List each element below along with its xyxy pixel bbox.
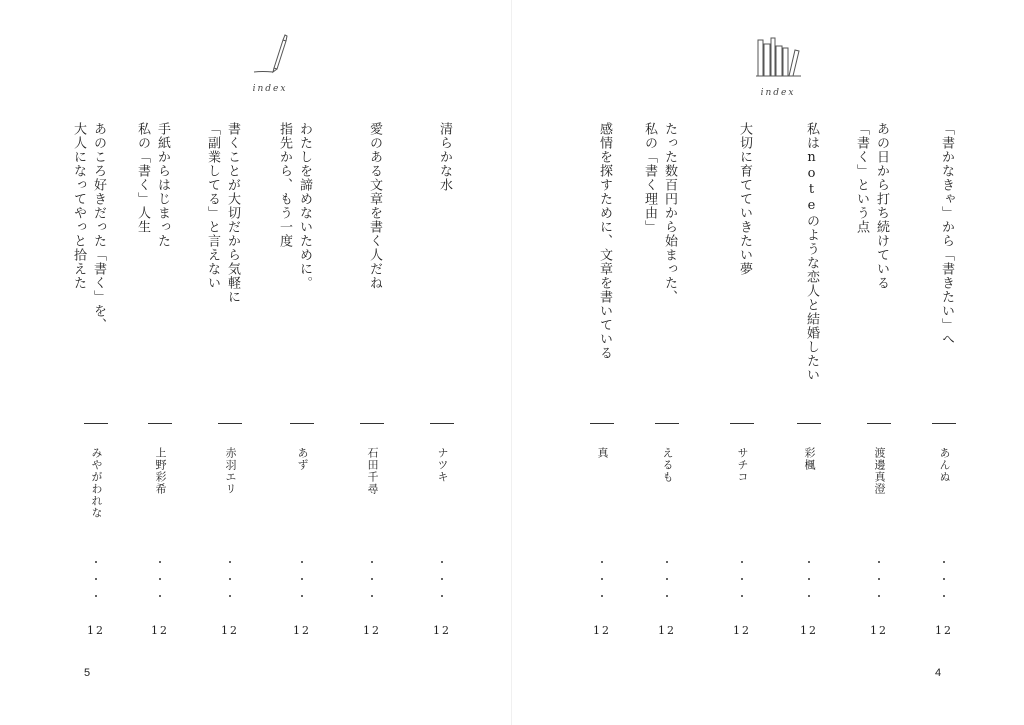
- toc-entry-title: 清らかな水: [437, 122, 452, 192]
- toc-entry-leader-dots: [229, 561, 231, 601]
- toc-entry-leader-dots: [441, 561, 443, 601]
- toc-entry-rule: [730, 423, 754, 424]
- page-number: 4: [935, 667, 942, 679]
- toc-entry-page: 12: [151, 624, 169, 637]
- toc-entry-leader-dots: [301, 561, 303, 601]
- toc-entry-leader-dots: [666, 561, 668, 601]
- books-icon: [755, 36, 803, 78]
- toc-entry-leader-dots: [601, 561, 603, 601]
- toc-entry-rule: [797, 423, 821, 424]
- toc-entry-rule: [932, 423, 956, 424]
- toc-entry-page: 12: [658, 624, 676, 637]
- toc-entry-rule: [655, 423, 679, 424]
- toc-entry-page: 12: [87, 624, 105, 637]
- toc-entry-title: たった数百円から始まった、 私の「書く理由」: [642, 122, 677, 304]
- toc-entry-leader-dots: [741, 561, 743, 601]
- toc-entry[interactable]: [854, 0, 891, 725]
- toc-entry[interactable]: [135, 0, 172, 725]
- toc-entry-leader-dots: [159, 561, 161, 601]
- page-number: 5: [84, 667, 91, 679]
- toc-entry-author: 上野彩希: [154, 447, 167, 495]
- toc-entry-rule: [590, 423, 614, 424]
- toc-entry-title: あのころ好きだった「書く」を、 大人になってやっと拾えた: [71, 122, 106, 332]
- right-page: [512, 0, 1024, 725]
- toc-entry-author: えるも: [661, 447, 674, 483]
- toc-entry-title: 「書かなきゃ」から「書きたい」へ: [939, 122, 954, 346]
- toc-entry-page: 12: [733, 624, 751, 637]
- toc-entry-rule: [867, 423, 891, 424]
- toc-entry-title: 愛のある文章を書く人だね: [367, 122, 382, 290]
- toc-entry-page: 12: [800, 624, 818, 637]
- toc-entry-page: 12: [433, 624, 451, 637]
- toc-entry-rule: [290, 423, 314, 424]
- toc-entry[interactable]: [430, 0, 454, 725]
- toc-entry-author: あず: [296, 447, 309, 471]
- pen-icon: [252, 32, 292, 76]
- toc-entry[interactable]: [730, 0, 754, 725]
- toc-entry-page: 12: [935, 624, 953, 637]
- toc-entry-rule: [430, 423, 454, 424]
- toc-entry[interactable]: [360, 0, 384, 725]
- toc-entry-leader-dots: [808, 561, 810, 601]
- toc-entry-page: 12: [363, 624, 381, 637]
- toc-entry-page: 12: [593, 624, 611, 637]
- index-label: index: [252, 84, 288, 94]
- toc-entry[interactable]: [205, 0, 242, 725]
- toc-entry-author: サチコ: [736, 447, 749, 483]
- toc-entry-title: あの日から打ち続けている 「書く」という点: [854, 122, 889, 290]
- toc-entry[interactable]: [642, 0, 679, 725]
- toc-entry-leader-dots: [943, 561, 945, 601]
- toc-entry-author: 渡邊真澄: [873, 447, 886, 495]
- toc-entry-author: 真: [596, 447, 609, 459]
- toc-entry[interactable]: [590, 0, 614, 725]
- toc-entry-title: 書くことが大切だから気軽に 「副業してる」と言えない: [205, 122, 240, 304]
- toc-entry-author: 石田千尋: [366, 447, 379, 495]
- toc-entry-rule: [360, 423, 384, 424]
- toc-entry-rule: [218, 423, 242, 424]
- toc-entry-author: 赤羽エリ: [224, 447, 237, 495]
- index-label: index: [760, 88, 796, 98]
- toc-entry-title: 手紙からはじまった 私の「書く」人生: [135, 122, 170, 248]
- toc-entry-author: ナツキ: [436, 447, 449, 483]
- toc-entry[interactable]: [932, 0, 956, 725]
- toc-entry-title: わたしを諦めないために。 指先から、もう一度: [277, 122, 312, 290]
- toc-entry-page: 12: [293, 624, 311, 637]
- toc-entry-author: あんぬ: [938, 447, 951, 483]
- toc-entry-title: 私はnoteのような恋人と結婚したい: [804, 122, 819, 382]
- toc-entry-leader-dots: [371, 561, 373, 601]
- toc-entry-title: 感情を探すために、文章を書いている: [597, 122, 612, 360]
- toc-entry-author: みやがわれな: [90, 447, 103, 519]
- toc-entry-leader-dots: [878, 561, 880, 601]
- toc-entry-page: 12: [221, 624, 239, 637]
- toc-entry-title: 大切に育てていきたい夢: [737, 122, 752, 276]
- toc-entry-leader-dots: [95, 561, 97, 601]
- toc-entry-author: 彩楓: [803, 447, 816, 471]
- toc-entry[interactable]: [71, 0, 108, 725]
- toc-entry[interactable]: [797, 0, 821, 725]
- toc-entry-rule: [84, 423, 108, 424]
- toc-entry-rule: [148, 423, 172, 424]
- toc-entry-page: 12: [870, 624, 888, 637]
- toc-entry[interactable]: [277, 0, 314, 725]
